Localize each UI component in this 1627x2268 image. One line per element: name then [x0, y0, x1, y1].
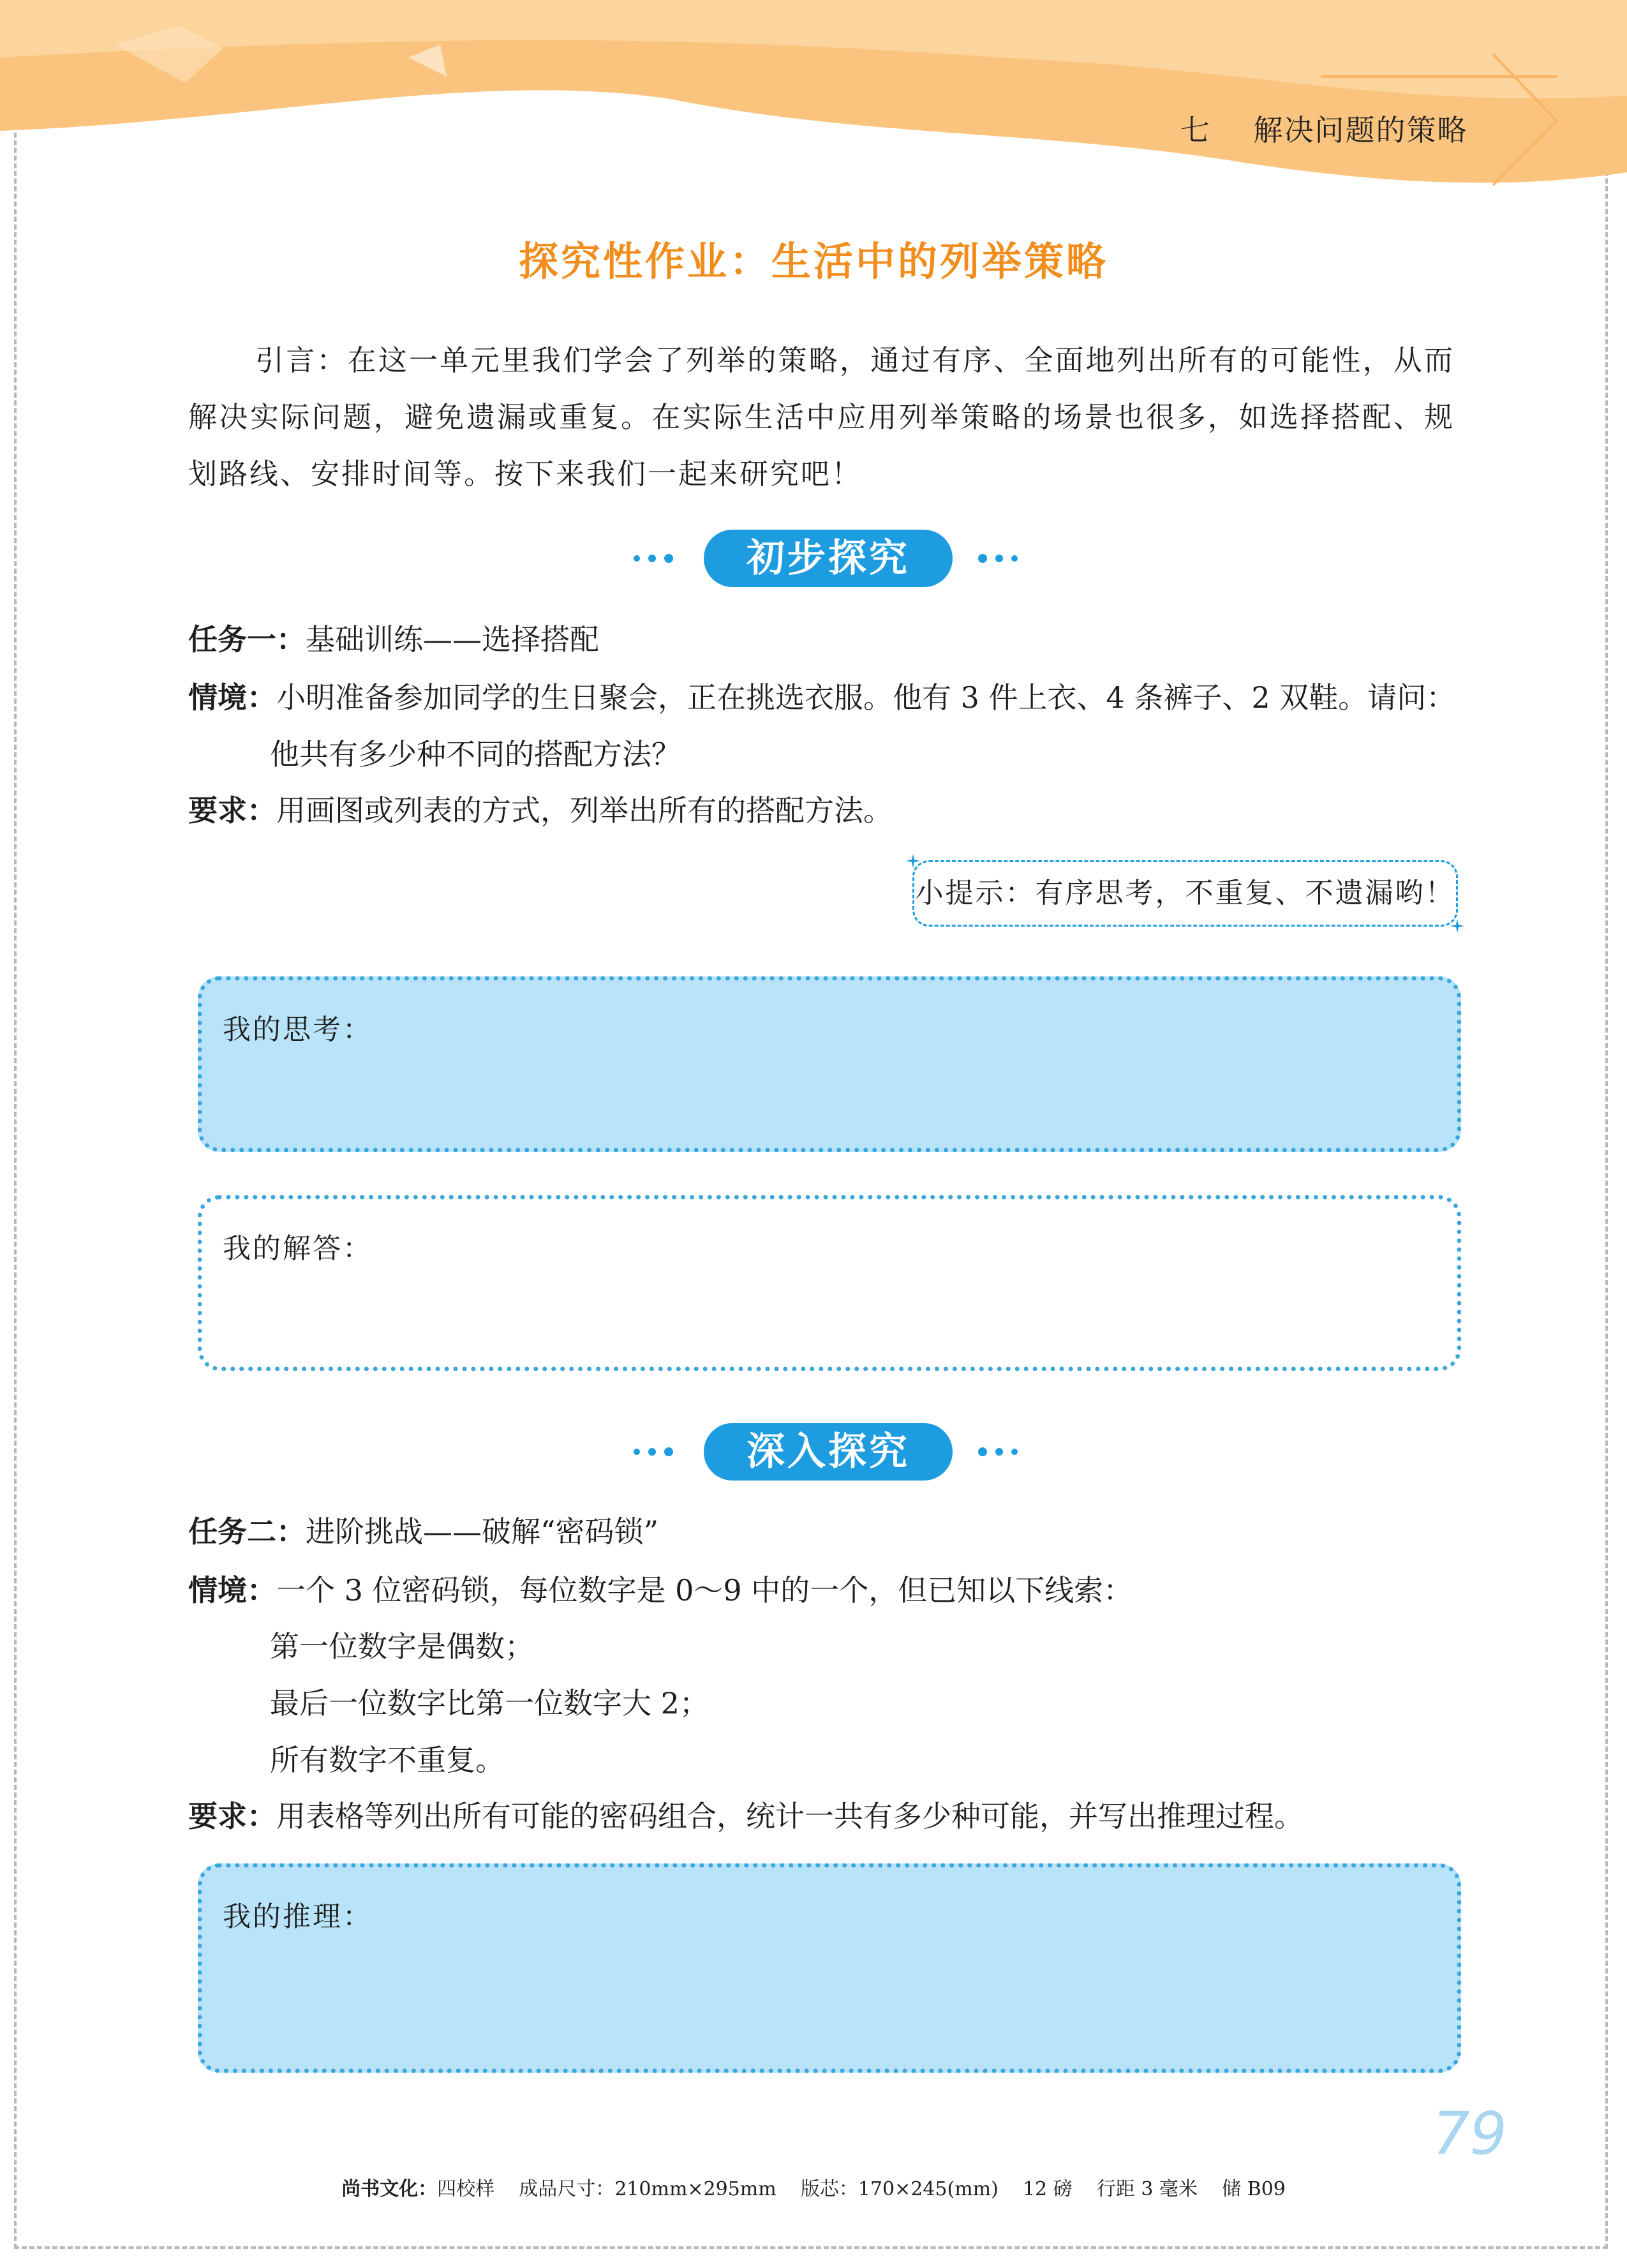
- section-heading-2-label: 深入探究: [704, 1423, 953, 1481]
- clue-3: 所有数字不重复。: [270, 1743, 505, 1777]
- chapter-title: 七 解决问题的策略: [1180, 113, 1468, 147]
- section-heading-2: [0, 1423, 1627, 1484]
- print-footer: [0, 2173, 1627, 2201]
- scenario-1-label: 情境：: [188, 680, 276, 715]
- requirement-1-text: 用画图或列表的方式，列举出所有的搭配方法。: [276, 793, 893, 828]
- footer-brand: 尚书文化：: [341, 2178, 438, 2200]
- requirement-1: [188, 791, 893, 830]
- hint-text: 小提示：有序思考，不重复、不遗漏哟！: [915, 877, 1455, 909]
- task-1-label: 任务一：: [188, 622, 306, 657]
- hint-box: [912, 860, 1458, 927]
- reasoning-answer-box[interactable]: [198, 1863, 1461, 2073]
- scenario-2: [188, 1571, 1133, 1609]
- page-title: 探究性作业：生活中的列举策略: [518, 238, 1108, 285]
- page-number: 79: [1432, 2100, 1508, 2168]
- thinking-label: 我的思考：: [223, 1013, 373, 1046]
- intro-paragraph: 引言：在这一单元里我们学会了列举的策略，通过有序、全面地列出所有的可能性，从而解决实际问题，避免遗漏或重复。在实际生活中应用列举策略的场景也很多，如选择搭配、规划路线、安排时间等。按下来我们一起来研究吧！: [188, 343, 1455, 491]
- clue-1: 第一位数字是偶数；: [270, 1629, 534, 1664]
- dots-decoration-icon: [976, 548, 1021, 567]
- task-2-label: 任务二：: [188, 1514, 306, 1549]
- thinking-answer-box[interactable]: [198, 976, 1461, 1152]
- dots-decoration-icon: [632, 1441, 676, 1460]
- dots-decoration-icon: [976, 1441, 1021, 1460]
- sparkle-icon: [1450, 919, 1464, 933]
- dots-decoration-icon: [632, 548, 676, 567]
- requirement-2: [188, 1797, 1304, 1835]
- task-2-text: 进阶挑战——破解“密码锁”: [306, 1514, 659, 1549]
- scenario-2-text: 一个 3 位密码锁，每位数字是 0～9 中的一个，但已知以下线索：: [276, 1573, 1133, 1608]
- scenario-1-text: 小明准备参加同学的生日聚会，正在挑选衣服。他有 3 件上衣、4 条裤子、2 双鞋。请问：: [276, 680, 1456, 715]
- task-2: [188, 1512, 658, 1551]
- section-heading-1: [0, 530, 1627, 591]
- reasoning-label: 我的推理：: [223, 1900, 373, 1933]
- solution-label: 我的解答：: [223, 1232, 373, 1265]
- footer-details: 四校样 成品尺寸：210mm×295mm 版芯：170×245(mm) 12 磅 行距 3 毫米 储 B09: [437, 2178, 1286, 2200]
- clue-2: 最后一位数字比第一位数字大 2；: [270, 1686, 709, 1720]
- requirement-2-label: 要求：: [188, 1799, 276, 1833]
- task-1-text: 基础训练——选择搭配: [306, 622, 599, 657]
- requirement-2-text: 用表格等列出所有可能的密码组合，统计一共有多少种可能，并写出推理过程。: [276, 1799, 1304, 1833]
- scenario-2-label: 情境：: [188, 1573, 276, 1608]
- section-heading-1-label: 初步探究: [704, 530, 953, 587]
- solution-answer-box[interactable]: [198, 1195, 1461, 1371]
- requirement-1-label: 要求：: [188, 793, 276, 828]
- scenario-1-cont: 他共有多少种不同的搭配方法？: [270, 737, 681, 772]
- scenario-1: [188, 678, 1455, 717]
- header-banner: [0, 0, 1627, 198]
- sparkle-icon: [906, 854, 920, 868]
- task-1: [188, 620, 599, 659]
